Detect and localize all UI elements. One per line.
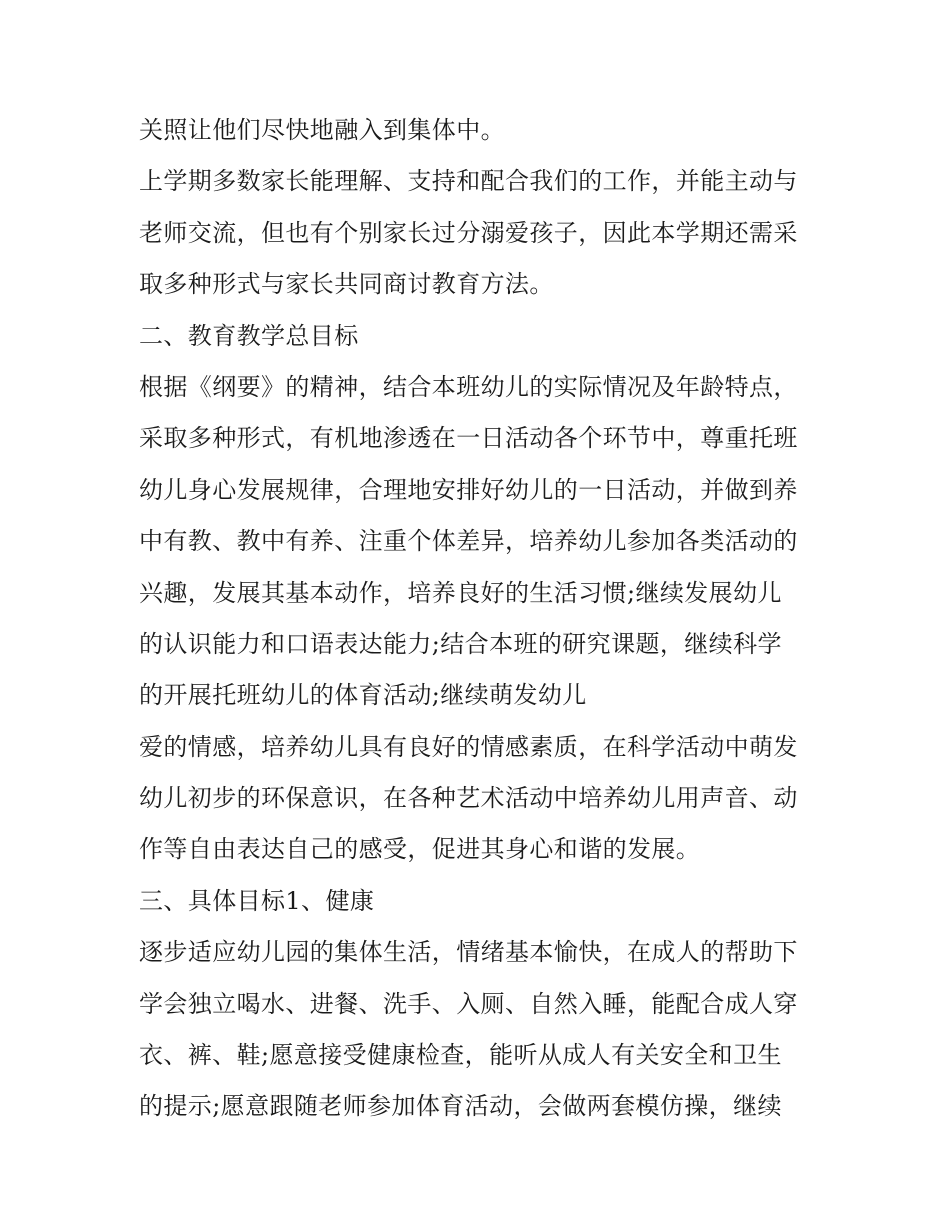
document-body: [139, 110, 819, 1138]
paragraph-line: 的认识能力和口语表达能力;结合本班的研究课题，继续科学: [139, 629, 782, 658]
section-heading: 三、具体目标1、健康: [139, 886, 375, 915]
paragraph-line: 兴趣，发展其基本动作，培养良好的生活习惯;继续发展幼儿: [139, 578, 782, 607]
paragraph-line: 学会独立喝水、进餐、洗手、入厕、自然入睡，能配合成人穿: [139, 989, 798, 1018]
paragraph-line: 取多种形式与家长共同商讨教育方法。: [139, 270, 554, 299]
paragraph-line: 衣、裤、鞋;愿意接受健康检查，能听从成人有关安全和卫生: [139, 1041, 782, 1070]
paragraph-line: 根据《纲要》的精神，结合本班幼儿的实际情况及年龄特点，: [139, 372, 798, 401]
paragraph-line: 采取多种形式，有机地渗透在一日活动各个环节中，尊重托班: [139, 424, 798, 453]
paragraph-line: 爱的情感，培养幼儿具有良好的情感素质，在科学活动中萌发: [139, 732, 798, 761]
section-heading: 二、教育教学总目标: [139, 321, 359, 350]
paragraph-line: 幼儿初步的环保意识，在各种艺术活动中培养幼儿用声音、动: [139, 784, 798, 813]
paragraph-line: 中有教、教中有养、注重个体差异，培养幼儿参加各类活动的: [139, 527, 798, 556]
paragraph-line: 的开展托班幼儿的体育活动;继续萌发幼儿: [139, 681, 587, 710]
paragraph-line: 关照让他们尽快地融入到集体中。: [139, 116, 505, 144]
paragraph-line: 作等自由表达自己的感受，促进其身心和谐的发展。: [139, 835, 701, 864]
paragraph-line: 逐步适应幼儿园的集体生活，情绪基本愉快，在成人的帮助下: [139, 938, 798, 967]
paragraph-line: 的提示;愿意跟随老师参加体育活动，会做两套模仿操，继续: [139, 1092, 782, 1121]
paragraph-line: 老师交流，但也有个别家长过分溺爱孩子，因此本学期还需采: [139, 218, 798, 247]
paragraph-line: 幼儿身心发展规律，合理地安排好幼儿的一日活动，并做到养: [139, 475, 798, 504]
paragraph-line: 上学期多数家长能理解、支持和配合我们的工作，并能主动与: [139, 167, 798, 196]
